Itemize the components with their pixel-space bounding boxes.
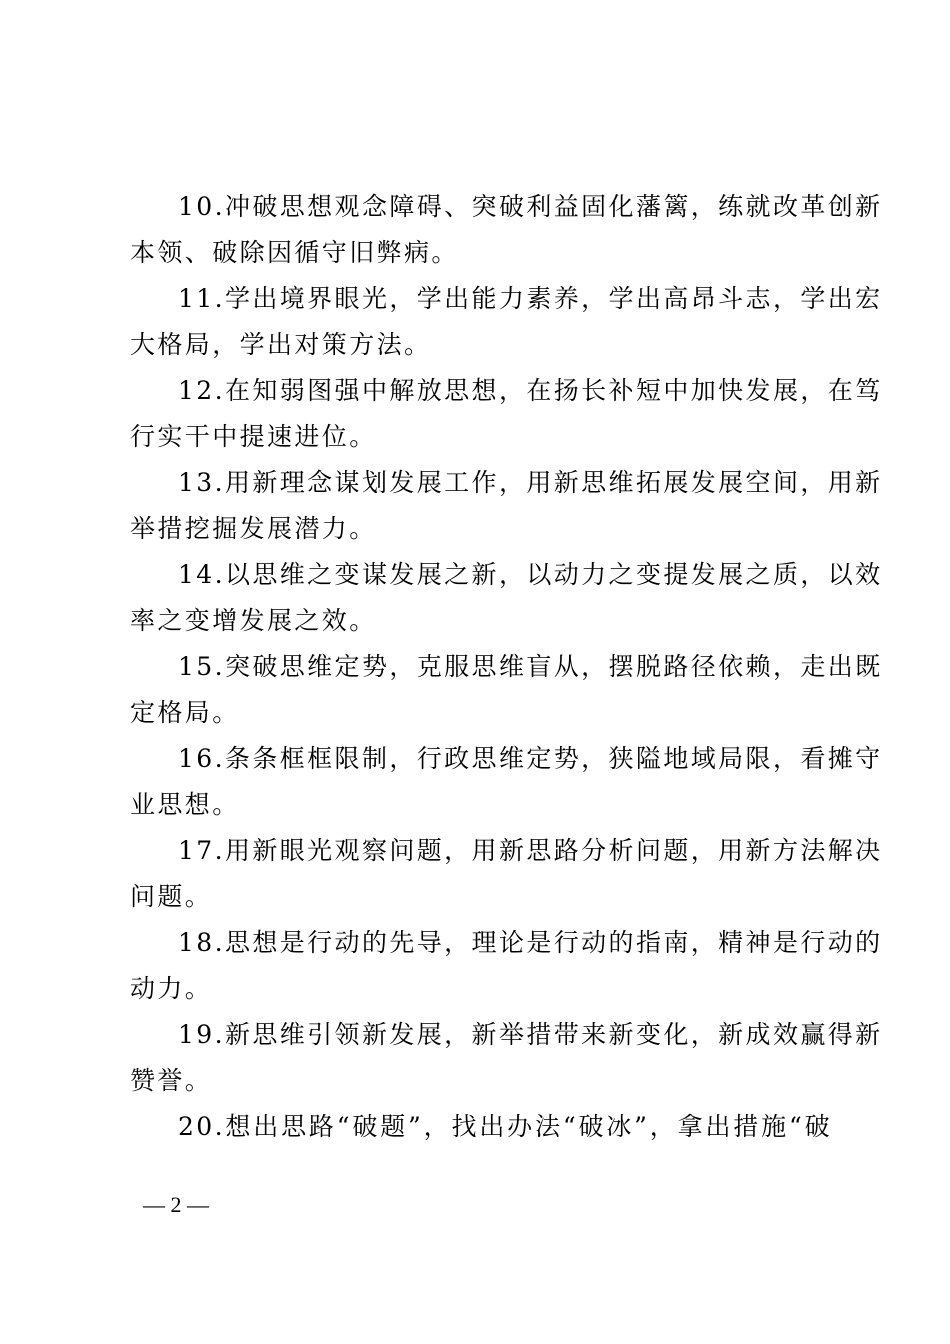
paragraph-line: 18.思想是行动的先导，理论是行动的指南，精神是行动的	[178, 928, 883, 957]
paragraph-line: 动力。	[130, 974, 213, 1003]
paragraph-line: 14.以思维之变谋发展之新，以动力之变提发展之质，以效	[178, 560, 883, 589]
list-item	[130, 828, 883, 920]
paragraph-line: 业思想。	[130, 790, 240, 819]
paragraph-line: 20.想出思路“破题”，找出办法“破冰”，拿出措施“破	[178, 1112, 832, 1141]
paragraph-line: 19.新思维引领新发展，新举措带来新变化，新成效赢得新	[178, 1020, 883, 1049]
paragraph-line: 11.学出境界眼光，学出能力素养，学出高昂斗志，学出宏	[178, 284, 883, 313]
paragraph-line: 15.突破思维定势，克服思维盲从，摆脱路径依赖，走出既	[178, 652, 883, 681]
paragraph-line: 举措挖掘发展潜力。	[130, 514, 377, 543]
list-item	[130, 460, 883, 552]
list-item	[130, 920, 883, 1012]
paragraph-line: 行实干中提速进位。	[130, 422, 377, 451]
list-item	[130, 276, 883, 368]
paragraph-line: 10.冲破思想观念障碍、突破利益固化藩篱，练就改革创新	[178, 192, 883, 221]
page-number: — 2 —	[143, 1192, 209, 1217]
list-item	[130, 552, 883, 644]
list-item	[130, 1012, 883, 1104]
paragraph-line: 大格局，学出对策方法。	[130, 330, 432, 359]
paragraph-line: 13.用新理念谋划发展工作，用新思维拓展发展空间，用新	[178, 468, 883, 497]
list-item	[130, 644, 883, 736]
list-item	[130, 184, 883, 276]
paragraph-line: 率之变增发展之效。	[130, 606, 377, 635]
paragraph-line: 本领、破除因循守旧弊病。	[130, 238, 459, 267]
list-item	[130, 736, 883, 828]
paragraph-line: 17.用新眼光观察问题，用新思路分析问题，用新方法解决	[178, 836, 883, 865]
paragraph-line: 赞誉。	[130, 1066, 213, 1095]
paragraph-line: 定格局。	[130, 698, 240, 727]
document-body	[130, 184, 883, 1196]
paragraph-line: 12.在知弱图强中解放思想，在扬长补短中加快发展，在笃	[178, 376, 883, 405]
list-item	[130, 368, 883, 460]
paragraph-line: 16.条条框框限制，行政思维定势，狭隘地域局限，看摊守	[178, 744, 883, 773]
paragraph-line: 问题。	[130, 882, 213, 911]
list-item	[130, 1104, 832, 1196]
